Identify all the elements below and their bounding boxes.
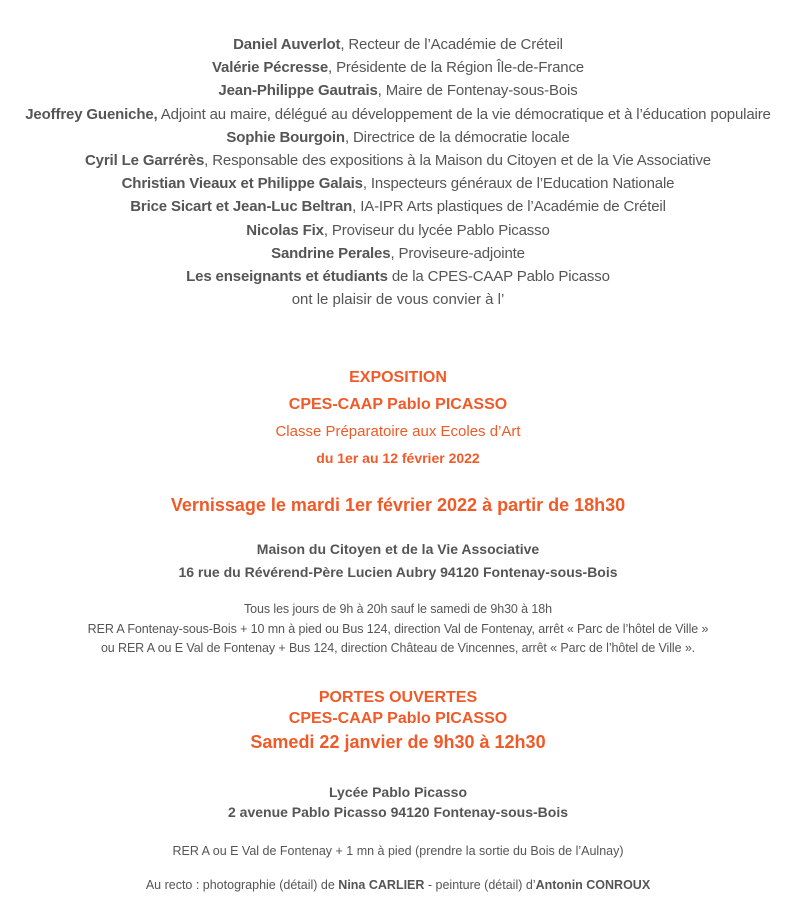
portes-ouvertes-name: CPES-CAAP Pablo PICASSO [288,710,508,727]
host-name: Valérie Pécresse [211,59,329,77]
exposition-title: EXPOSITION [349,369,447,386]
venue-block [0,538,796,584]
host-role: , Inspecteurs généraux de l’Education Nationale [362,175,675,193]
lycee-block [0,782,796,822]
host-role: , Proviseure-adjointe [390,244,525,262]
credits-middle: - peinture (détail) d’ [424,878,536,892]
host-role: Adjoint au maire, délégué au développement de la vie démocratique et à l’éducation populaire [157,105,771,123]
host-name: Christian Vieaux et Philippe Galais [121,175,363,193]
host-name: Daniel Auverlot [233,36,341,53]
portes-ouvertes-block [0,687,796,755]
host-role: , Proviseur du lycée Pablo Picasso [323,221,550,239]
route-line-2: ou RER A ou E Val de Fontenay + Bus 124, direction Château de Vincennes, arrêt « Parc de l’hôtel de Ville ». [100,641,696,655]
host-name: Sophie Bourgoin [226,128,345,146]
opening-hours: Tous les jours de 9h à 20h sauf le samedi de 9h30 à 18h [244,602,552,616]
host-line [0,56,796,79]
portes-ouvertes-title: PORTES OUVERTES [318,689,478,706]
credits-line [0,876,796,894]
invite-text: ont le plaisir de vous convier à l’ [291,291,505,309]
exposition-dates: du 1er au 12 février 2022 [316,450,480,466]
venue-address: 16 rue du Révérend-Père Lucien Aubry 94120 Fontenay-sous-Bois [178,564,618,580]
lycee-access: RER A ou E Val de Fontenay + 1 mn à pied (prendre la sortie du Bois de l’Aulnay) [172,844,624,858]
host-line [0,219,796,242]
exposition-subtitle: Classe Préparatoire aux Ecoles d’Art [275,423,521,440]
access-info [0,600,796,659]
exposition-name: CPES-CAAP Pablo PICASSO [288,396,508,413]
exposition-block [0,364,796,472]
host-name: Cyril Le Garrérès [84,151,205,169]
host-name: Sandrine Perales [271,244,391,262]
credits-prefix: Au recto : photographie (détail) de [145,878,339,892]
host-role: , Présidente de la Région Île-de-France [328,59,584,77]
host-name: Brice Sicart et Jean-Luc Beltran [130,198,353,216]
host-name: Jean-Philippe Gautrais [218,82,378,100]
host-role: , Recteur de l’Académie de Créteil [340,36,563,53]
host-line [0,265,796,288]
credits-artist-1: Nina CARLIER [338,878,425,892]
host-line [0,172,796,195]
host-role: , Maire de Fontenay-sous-Bois [377,82,578,100]
host-role: , IA-IPR Arts plastiques de l’Académie de Créteil [352,198,666,216]
hosts-list [0,33,796,311]
portes-ouvertes-date: Samedi 22 janvier de 9h30 à 12h30 [250,732,546,752]
host-line [0,242,796,265]
host-name: Les enseignants et étudiants [186,267,388,285]
route-line-1: RER A Fontenay-sous-Bois + 10 mn à pied ou Bus 124, direction Val de Fontenay, arrêt « Parc de l’hôtel de Ville » [87,621,709,636]
host-line [0,126,796,149]
host-role: , Directrice de la démocratie locale [344,128,570,146]
lycee-address: 2 avenue Pablo Picasso 94120 Fontenay-sous-Bois [227,804,569,820]
host-line [0,33,796,56]
host-line [0,195,796,218]
host-name: Jeoffrey Gueniche, [25,105,158,123]
credits-artist-2: Antonin CONROUX [535,878,651,892]
host-line [0,103,796,126]
host-line [0,149,796,172]
vernissage-line: Vernissage le mardi 1er février 2022 à partir de 18h30 [170,495,626,515]
host-role: , Responsable des expositions à la Maison du Citoyen et de la Vie Associative [204,151,711,169]
venue-name: Maison du Citoyen et de la Vie Associative [256,541,540,557]
host-name: Nicolas Fix [246,221,324,239]
host-role: de la CPES-CAAP Pablo Picasso [387,267,610,285]
lycee-name: Lycée Pablo Picasso [329,784,467,800]
host-line [0,79,796,102]
